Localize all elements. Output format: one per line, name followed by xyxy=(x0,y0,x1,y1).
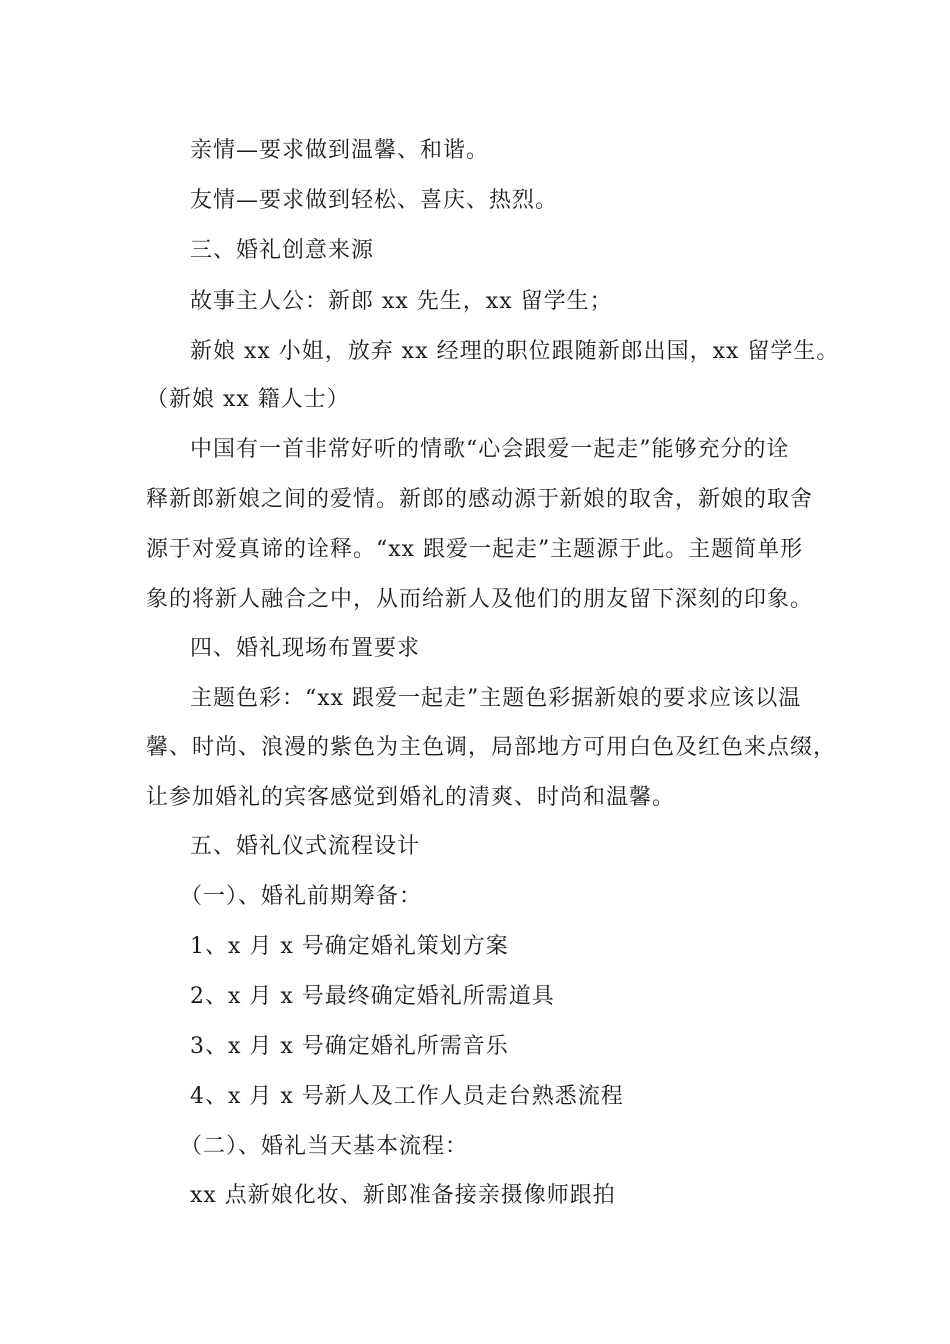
list-item: 4、x 月 x 号新人及工作人员走台熟悉流程 xyxy=(190,1084,624,1109)
paragraph-line: 象的将新人融合之中，从而给新人及他们的朋友留下深刻的印象。 xyxy=(146,587,814,612)
list-item: 1、x 月 x 号确定婚礼策划方案 xyxy=(190,934,509,959)
subsection-heading: （二）、婚礼当天基本流程： xyxy=(180,1134,469,1159)
paragraph-line: 亲情—要求做到温馨、和谐。 xyxy=(190,138,490,163)
paragraph-line: 主题色彩：“xx 跟爱一起走”主题色彩据新娘的要求应该以温 xyxy=(190,686,802,711)
paragraph-line: 故事主人公：新郎 xx 先生，xx 留学生； xyxy=(190,289,613,314)
paragraph-line: 源于对爱真谛的诠释。“xx 跟爱一起走”主题源于此。主题简单形 xyxy=(146,537,804,562)
section-heading: 四、婚礼现场布置要求 xyxy=(190,636,421,661)
section-heading: 五、婚礼仪式流程设计 xyxy=(190,834,421,859)
subsection-heading: （一）、婚礼前期筹备： xyxy=(180,884,423,909)
paragraph-line: （新娘 xx 籍人士） xyxy=(146,387,350,412)
list-item: 3、x 月 x 号确定婚礼所需音乐 xyxy=(190,1034,509,1059)
list-item: 2、x 月 x 号最终确定婚礼所需道具 xyxy=(190,984,555,1009)
paragraph-line: 让参加婚礼的宾客感觉到婚礼的清爽、时尚和温馨。 xyxy=(146,785,676,810)
paragraph-line: 新娘 xx 小姐，放弃 xx 经理的职位跟随新郎出国，xx 留学生。 xyxy=(190,339,840,364)
paragraph-line: 中国有一首非常好听的情歌“心会跟爱一起走”能够充分的诠 xyxy=(190,437,790,462)
section-heading: 三、婚礼创意来源 xyxy=(190,238,375,263)
paragraph-line: 馨、时尚、浪漫的紫色为主色调，局部地方可用白色及红色来点缀， xyxy=(146,735,837,760)
paragraph-line: 释新郎新娘之间的爱情。新郎的感动源于新娘的取舍，新娘的取舍 xyxy=(146,487,814,512)
paragraph-line: xx 点新娘化妆、新郎准备接亲摄像师跟拍 xyxy=(190,1183,616,1208)
paragraph-line: 友情—要求做到轻松、喜庆、热烈。 xyxy=(190,188,559,213)
